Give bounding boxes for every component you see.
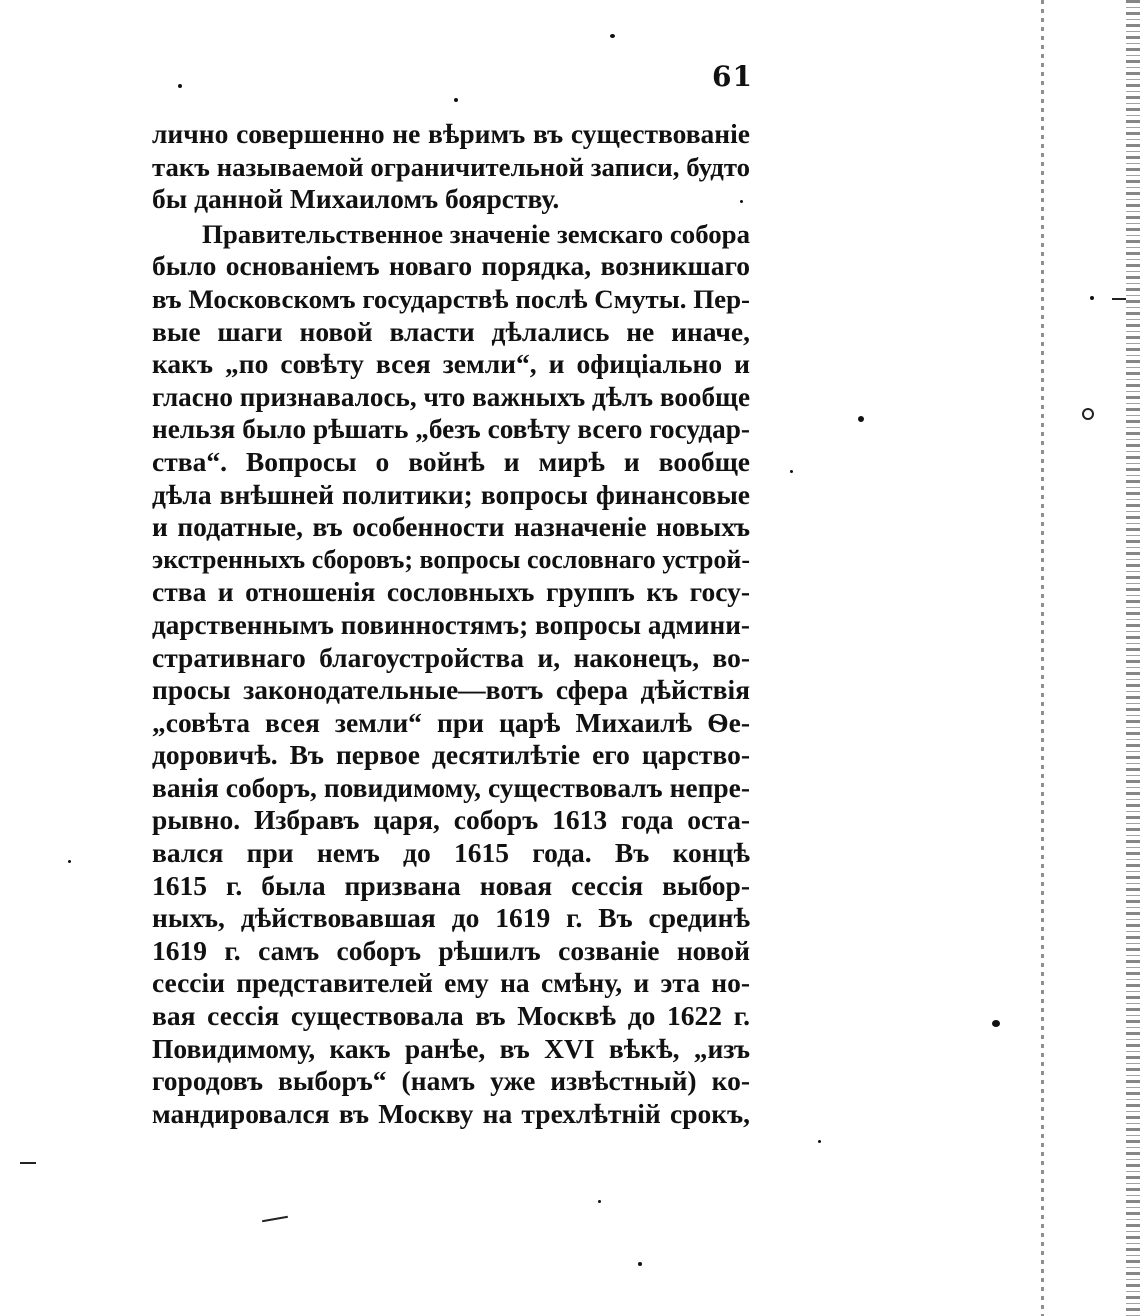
text-line: просы законодательные—вотъ сфера дѣйствія bbox=[152, 674, 750, 706]
text-line: и податные, въ особенности назначеніе новыхъ bbox=[152, 511, 750, 543]
body-text bbox=[152, 118, 750, 1130]
text-line: лично совершенно не вѣримъ въ существованіе bbox=[152, 118, 750, 149]
text-line: вая сессія существовала въ Москвѣ до 1622 г. bbox=[152, 1000, 750, 1032]
text-line: гласно признавалось, что важныхъ дѣлъ вообще bbox=[152, 381, 750, 412]
text-line: дарственнымъ повинностямъ; вопросы админи- bbox=[152, 609, 750, 640]
text-line: въ Московскомъ государствѣ послѣ Смуты. Пер- bbox=[152, 283, 750, 314]
text-line: нельзя было рѣшать „безъ совѣту всего государ- bbox=[152, 414, 750, 445]
text-line: дѣла внѣшней политики; вопросы финансовые bbox=[152, 478, 750, 510]
text-line: бы данной Михаиломъ боярству. bbox=[152, 183, 560, 215]
text-line: рывно. Избравъ царя, соборъ 1613 года оста- bbox=[152, 804, 750, 836]
text-line: ванія соборъ, повидимому, существовалъ непре- bbox=[152, 772, 750, 803]
text-line: доровичѣ. Въ первое десятилѣтіе его царство- bbox=[152, 739, 750, 771]
scan-speck bbox=[610, 34, 615, 38]
text-line: мандировался въ Москву на трехлѣтній срокъ, bbox=[152, 1097, 750, 1129]
page-number: 61 bbox=[712, 60, 753, 93]
scan-speck bbox=[1082, 408, 1094, 420]
scan-speck bbox=[1090, 296, 1094, 300]
text-line: городовъ выборъ“ (намъ уже извѣстный) ко- bbox=[152, 1065, 750, 1097]
scan-speck bbox=[858, 416, 864, 422]
text-line: экстренныхъ сборовъ; вопросы сословнаго устрой- bbox=[152, 544, 750, 574]
text-line: Правительственное значеніе земскаго собора bbox=[202, 218, 750, 249]
scan-speck bbox=[68, 860, 71, 863]
text-line: 1619 г. самъ соборъ рѣшилъ созваніе новой bbox=[152, 934, 750, 966]
paragraph-1 bbox=[152, 118, 750, 216]
text-line: ства и отношенія сословныхъ группъ къ госу- bbox=[152, 576, 750, 608]
text-line: такъ называемой ограничительной записи, будто bbox=[152, 151, 750, 182]
text-line: сессіи представителей ему на смѣну, и эта но- bbox=[152, 967, 750, 999]
text-line: было основаніемъ новаго порядка, возникшаго bbox=[152, 250, 750, 282]
scan-speck bbox=[454, 98, 458, 102]
text-line: стративнаго благоустройства и, наконецъ, во- bbox=[152, 641, 750, 673]
text-line: вые шаги новой власти дѣлались не иначе, bbox=[152, 315, 750, 347]
text-line: вался при немъ до 1615 года. Въ концѣ bbox=[152, 837, 750, 869]
scan-speck bbox=[598, 1200, 601, 1203]
text-line: ства“. Вопросы о войнѣ и мирѣ и вообще bbox=[152, 445, 750, 477]
text-line: какъ „по совѣту всея земли“, и офиціально и bbox=[152, 348, 750, 380]
scan-speck bbox=[638, 1262, 642, 1266]
scan-speck bbox=[992, 1020, 1000, 1027]
scan-mark bbox=[20, 1162, 36, 1164]
text-line: ныхъ, дѣйствовавшая до 1619 г. Въ срединѣ bbox=[152, 902, 750, 934]
scan-speck bbox=[818, 1140, 821, 1143]
scan-speck bbox=[178, 84, 182, 88]
scan-edge-line bbox=[1041, 0, 1044, 1316]
scan-mark bbox=[1112, 298, 1126, 300]
scan-speck bbox=[790, 470, 793, 473]
text-line: „совѣта всея земли“ при царѣ Михаилѣ Ѳе- bbox=[152, 706, 750, 738]
text-line: Повидимому, какъ ранѣе, въ XVI вѣкѣ, „изъ bbox=[152, 1032, 750, 1064]
scan-mark bbox=[262, 1216, 288, 1222]
scan-edge-strip bbox=[1126, 0, 1140, 1316]
paragraph-2 bbox=[152, 218, 750, 1131]
text-line: 1615 г. была призвана новая сессія выбор- bbox=[152, 869, 750, 901]
